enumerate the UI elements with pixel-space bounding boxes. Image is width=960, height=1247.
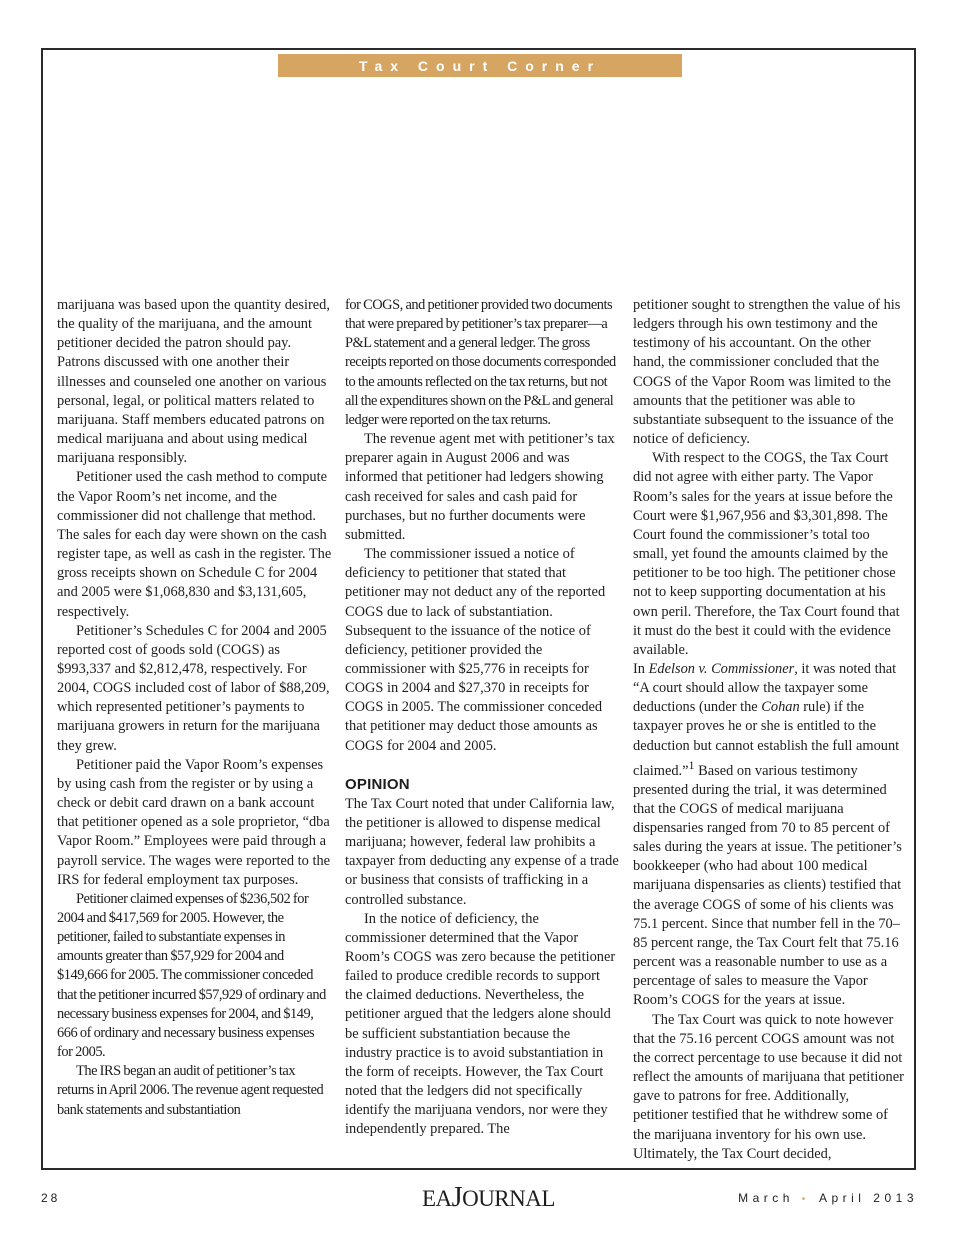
- section-title: Tax Court Corner: [358, 57, 602, 74]
- opinion-heading: OPINION: [345, 775, 410, 793]
- paragraph: for COGS, and petitioner provided two documents that were prepared by petitioner’s tax preparer—a P&L statement and a general ledger. The gross receipts reported on those documents corresponded to the amounts reflected on the tax returns, but not all the expenditures shown on the P&L and general ledger were reported on the tax returns.: [345, 297, 616, 428]
- text-column-3: [633, 296, 905, 1164]
- issue-month: March: [738, 1191, 794, 1205]
- paragraph: The Tax Court noted that under California law, the petitioner is allowed to dispense medical marijuana; however, federal law prohibits a taxpayer from deducting any expense of a trade or business that consists of trafficking in a controlled substance.: [345, 795, 619, 908]
- section-spacer: [345, 756, 620, 775]
- paragraph: marijuana was based upon the quantity desired, the quality of the marijuana, and the amount petitioner decided the patron should pay. Patrons discussed with one another their illnesses and counseled one another on various personal, legal, or political matters related to marijuana. Staff members educated patrons on medical marijuana and about using medical marijuana responsibly.: [57, 297, 330, 467]
- text: , it was noted that “A court should allow the taxpayer some deductions (under the: [633, 660, 897, 716]
- text: In: [633, 660, 649, 677]
- paragraph: Petitioner used the cash method to compute the Vapor Room’s net income, and the commissioner did not challenge that method. The sales for each day were shown on the cash register tape, as well as cash in the register. The gross receipts shown on Schedule C for 2004 and 2005 were $1,068,830 and $3,131,605, respectively.: [57, 469, 332, 620]
- citation-paragraph: [633, 660, 905, 1011]
- case-name: Cohan: [761, 699, 800, 716]
- paragraph: The Tax Court was quick to note however that the 75.16 percent COGS amount was not the correct percentage to use because it did not reflect the amounts of marijuana that petitioner gave to patrons for free. Additionally, petitioner testified that he withdrew some of the marijuana inventory for his own use. Ultimately, the Tax Court decided,: [633, 1011, 904, 1162]
- logo-text: J: [451, 1182, 463, 1213]
- section-banner: [278, 54, 682, 77]
- paragraph: The revenue agent met with petitioner’s tax preparer again in August 2006 and was informed that petitioner had ledgers showing cash received for sales and cash paid for purchases, but no further documents were submitted.: [345, 431, 615, 543]
- page-number: 28: [41, 1191, 61, 1205]
- text: Based on various testimony presented during the trial, it was determined that the COGS of medical marijuana dispensaries ranged from 70 to 85 percent of sales during the years at issue. The petitioner’s bookkeeper (who had about 100 medical marijuana dispensaries as clients) testified that the average COGS of some of his clients was 75.1 percent. Since that number fell in the 70–85 percent range, the Tax Court felt that 75.16 percent was a reasonable number to use as a percentage of sales to measure the Vapor Room’s COGS for the years at issue.: [633, 762, 902, 1009]
- separator-dot: •: [801, 1194, 810, 1205]
- paragraph: The commissioner issued a notice of deficiency to petitioner that stated that petitioner may not deduct any of the reported COGS due to lack of substantiation. Subsequent to the issuance of the notice of deficiency, petitioner provided the commissioner with $25,776 in receipts for COGS in 2004 and $27,370 in receipts for COGS in 2005. The commissioner conceded that petitioner may deduct those amounts as COGS for 2004 and 2005.: [345, 546, 606, 754]
- paragraph: With respect to the COGS, the Tax Court did not agree with either party. The Vapor Room’s sales for the years at issue before the Court were $1,967,956 and $3,301,898. The Court found the commissioner’s total too small, yet found the amounts claimed by the petitioner to be too high. The petitioner chose not to keep supporting documentation at his own peril. Therefore, the Tax Court found that it must do the best it could with the evidence available.: [633, 450, 900, 658]
- text-column-1: [57, 296, 332, 1120]
- footnote-marker: 1: [688, 757, 695, 772]
- paragraph: Petitioner’s Schedules C for 2004 and 2005 reported cost of goods sold (COGS) as $993,337 and $2,812,478, respectively. For 2004, COGS included cost of labor of $88,209, which represented petitioner’s payments to marijuana growers in return for the marijuana they grew.: [57, 622, 330, 754]
- issue-month: April 2013: [818, 1191, 918, 1205]
- paragraph: Petitioner claimed expenses of $236,502 for 2004 and $417,569 for 2005. However, the petitioner, failed to substantiate expenses in amounts greater than $57,929 for 2004 and $149,666 for 2005. The commissioner conceded that the petitioner incurred $57,929 of ordinary and necessary business expenses for 2004, and $149, 666 of ordinary and necessary business expenses for 2005.: [57, 890, 326, 1061]
- text-column-2: [345, 296, 620, 1140]
- case-name: Edelson v. Commissioner: [648, 660, 795, 677]
- paragraph: petitioner sought to strengthen the value of his ledgers through his own testimony and the testimony of his accountant. On the other hand, the commissioner concluded that the COGS of the Vapor Room was limited to the amounts that the petitioner was able to substantiate subsequent to the issuance of the notice of deficiency.: [633, 297, 901, 448]
- journal-logo: [422, 1182, 555, 1214]
- text: rule) if the taxpayer proves he or she is entitled to the deduction but cannot establish the full amount claimed.”: [633, 699, 900, 779]
- issue-date: [738, 1191, 918, 1205]
- logo-text: OURNAL: [462, 1186, 555, 1211]
- paragraph: Petitioner paid the Vapor Room’s expenses by using cash from the register or by using a check or debit card drawn on a bank account that petitioner opened as a sole proprietor, “dba Vapor Room.” Employees were paid through a payroll service. The wages were reported to the IRS for federal employment tax purposes.: [57, 756, 331, 888]
- paragraph: In the notice of deficiency, the commissioner determined that the Vapor Room’s COGS was zero because the petitioner failed to produce credible records to support the claimed deductions. Nevertheless, the petitioner argued that the ledgers alone should be sufficient substantiation because the industry practice is to avoid substantiation in the form of receipts. However, the Tax Court noted that the ledgers did not specifically identify the marijuana vendors, nor were they independently prepared. The: [345, 910, 616, 1138]
- logo-text: EA: [422, 1186, 452, 1211]
- paragraph: The IRS began an audit of petitioner’s tax returns in April 2006. The revenue agent requested bank statements and substantiation: [57, 1063, 324, 1118]
